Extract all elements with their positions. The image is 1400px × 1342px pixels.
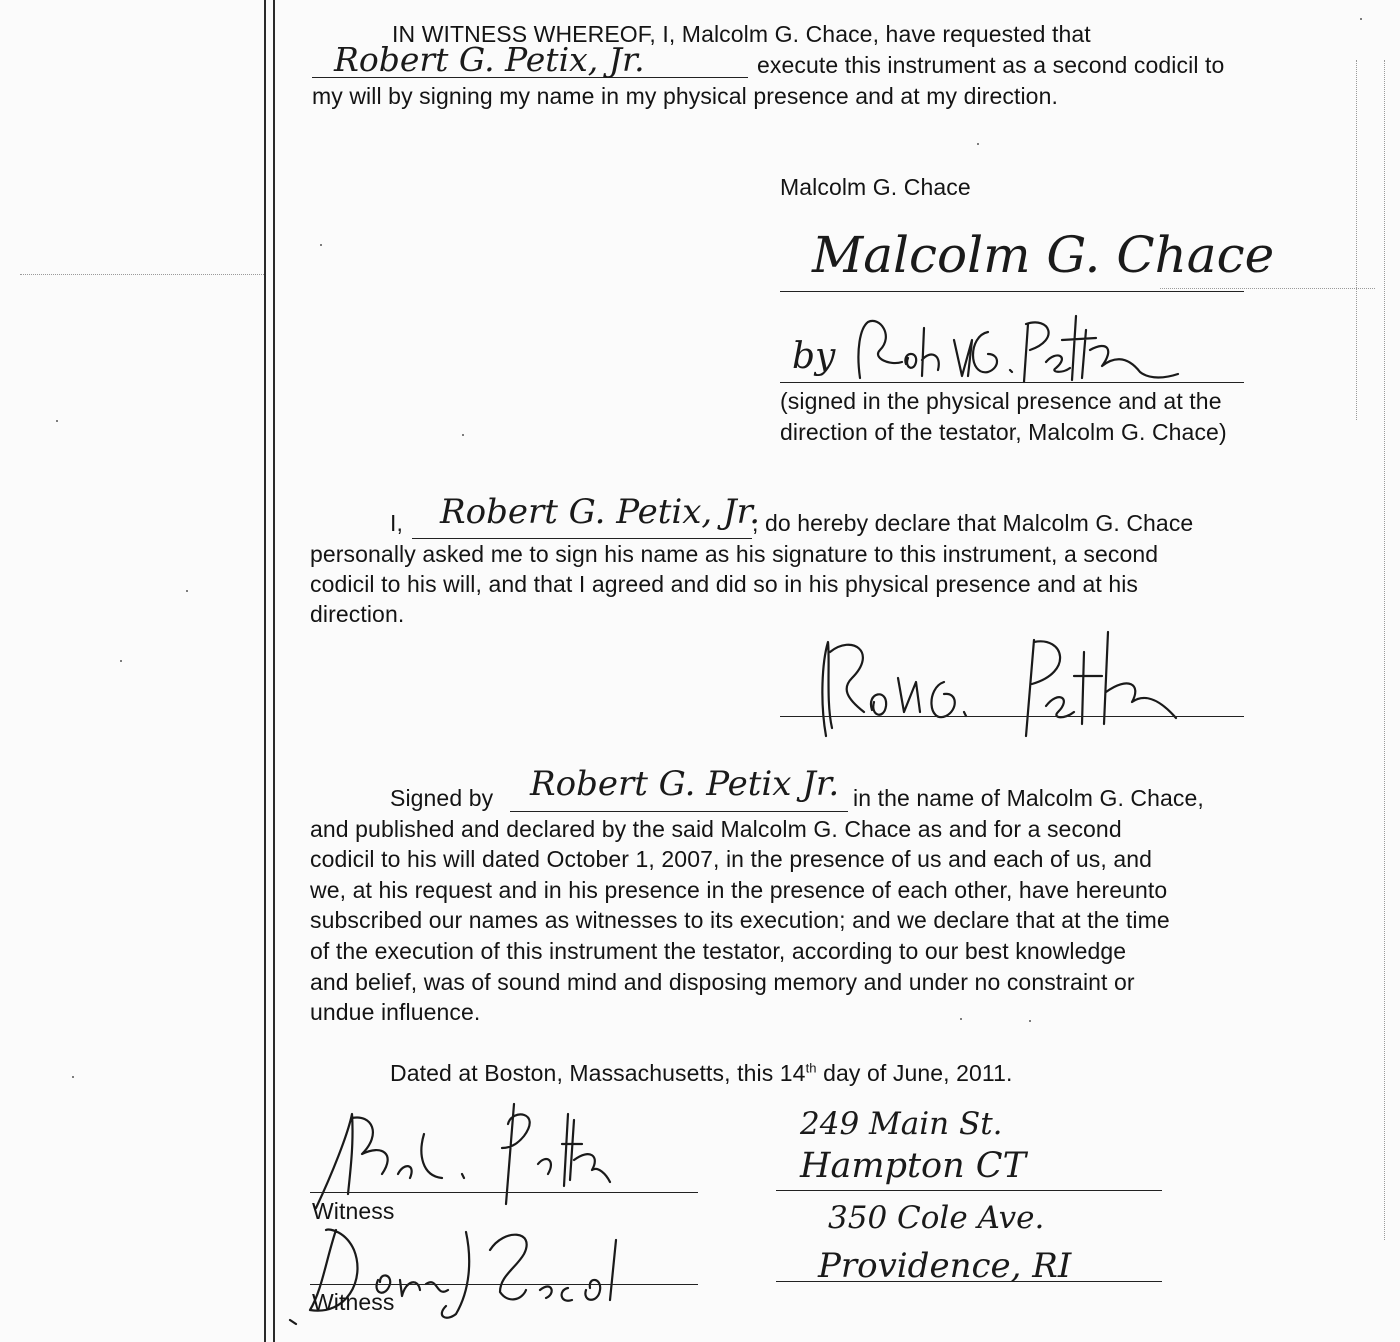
fold-line [20, 274, 264, 275]
attestation-line-2: and published and declared by the said Malcolm G. Chace as and for a second [310, 816, 1122, 842]
dated-text-end: day of June, 2011. [816, 1060, 1013, 1086]
left-margin-rule-inner [273, 0, 275, 1342]
attestation-line-6: of the execution of this instrument the testator, according to our best knowledge [310, 938, 1127, 964]
testator-name: Malcolm G. Chace [780, 174, 971, 200]
left-margin-rule-outer [264, 0, 266, 1342]
witness-1-signature-line [310, 1192, 698, 1193]
blank-line-3 [510, 811, 848, 812]
witness-2-signature-line [310, 1284, 698, 1285]
witness-1-label: Witness [312, 1198, 395, 1224]
witness-2-label: Witness [312, 1289, 395, 1315]
scan-speck [120, 660, 122, 662]
handwritten-name-3: Robert G. Petix Jr. [530, 764, 840, 804]
attestation-line-8: undue influence. [310, 999, 481, 1025]
witness-2-address-line-1: 350 Cole Ave. [828, 1200, 1045, 1236]
declaration-line-4: direction. [310, 601, 405, 627]
declarant-signature-scribble [812, 632, 1182, 742]
scan-speck [977, 143, 979, 145]
dated-line [390, 1058, 1012, 1089]
witness-1-address-line-2: Hampton CT [800, 1146, 1026, 1186]
scan-speck [186, 590, 188, 592]
scan-speck [1029, 1020, 1031, 1022]
attestation-line-4: we, at his request and in his presence in the presence of each other, have hereunto [310, 877, 1168, 903]
declaration-line-2: personally asked me to sign his name as his signature to this instrument, a second [310, 541, 1159, 567]
handwritten-name-1: Robert G. Petix, Jr. [334, 40, 645, 79]
scan-speck [462, 434, 464, 436]
declaration-line-1: , do hereby declare that Malcolm G. Chace [752, 510, 1194, 536]
declaration-line-3: codicil to his will, and that I agreed and did so in his physical presence and at his [310, 571, 1139, 597]
signed-note-line-1: (signed in the physical presence and at the [780, 388, 1222, 414]
testator-signature-line [780, 291, 1244, 292]
testator-signature: Malcolm G. Chace [812, 226, 1275, 284]
scan-speck [56, 420, 58, 422]
by-prefix: by [792, 336, 836, 377]
attestation-line-5: subscribed our names as witnesses to its execution; and we declare that at the time [310, 907, 1170, 933]
signed-note-line-2: direction of the testator, Malcolm G. Chace) [780, 419, 1227, 445]
proxy-signature-scribble [850, 310, 1180, 385]
right-edge-artifact [1356, 60, 1357, 420]
dated-text: Dated at Boston, Massachusetts, this 14 [390, 1060, 806, 1086]
scan-speck [72, 1076, 74, 1078]
declarant-signature-line [780, 716, 1244, 717]
attestation-line-1: in the name of Malcolm G. Chace, [853, 785, 1204, 811]
witness-1-address-line [776, 1190, 1162, 1191]
witness-1-address-line-1: 249 Main St. [800, 1106, 1003, 1142]
witness-whereof-line-1: IN WITNESS WHEREOF, I, Malcolm G. Chace, have requested that [392, 21, 1091, 47]
attestation-line-3: codicil to his will dated October 1, 2007, in the presence of us and each of us, and [310, 846, 1153, 872]
scan-speck [320, 244, 322, 246]
scan-speck [960, 1018, 962, 1020]
proxy-signature-line [780, 382, 1244, 383]
witness-2-address-line-2: Providence, RI [818, 1246, 1072, 1286]
right-edge-artifact-2 [1384, 60, 1385, 1240]
attestation-line-7: and belief, was of sound mind and disposing memory and under no constraint or [310, 969, 1135, 995]
witness-2-address-line [776, 1281, 1162, 1282]
attestation-prefix: Signed by [390, 785, 494, 811]
scan-speck [1360, 18, 1362, 20]
declaration-prefix: I, [390, 510, 403, 536]
dated-ordinal-suffix: th [805, 1060, 817, 1076]
handwritten-name-2: Robert G. Petix, Jr. [440, 492, 760, 532]
witness-whereof-line-3: my will by signing my name in my physical presence and at my direction. [312, 83, 1058, 109]
witness-whereof-line-2: execute this instrument as a second codicil to [757, 52, 1225, 78]
fold-line-right [1160, 288, 1375, 289]
